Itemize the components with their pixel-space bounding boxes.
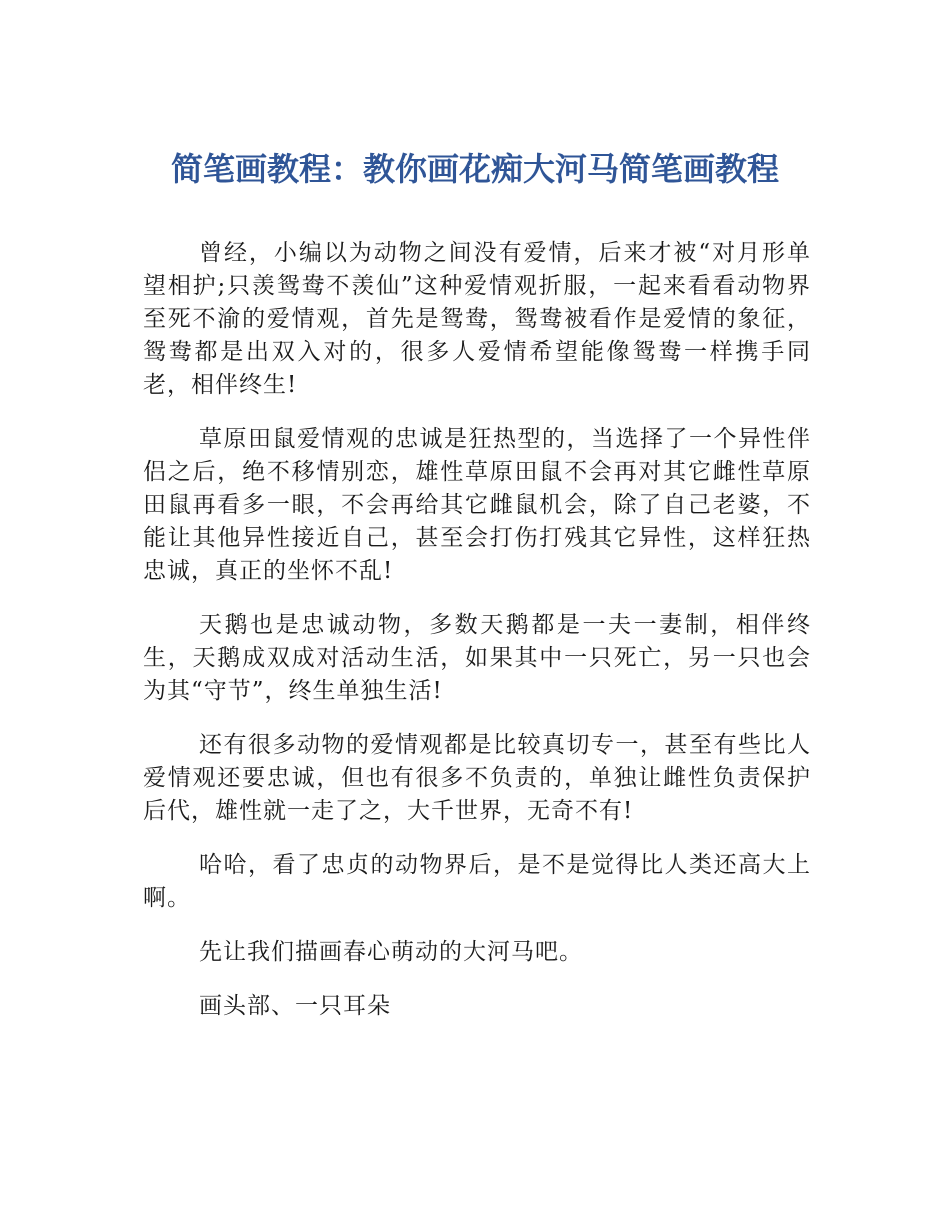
paragraph-5: 哈哈，看了忠贞的动物界后，是不是觉得比人类还高大上啊。	[143, 852, 811, 911]
document-title: 简笔画教程：教你画花痴大河马简笔画教程	[170, 150, 779, 188]
paragraph-1: 曾经，小编以为动物之间没有爱情，后来才被“对月形单望相护;只羡鸳鸯不羡仙”这种爱情观折服，一起来看看动物界至死不渝的爱情观，首先是鸳鸯，鸳鸯被看作是爱情的象征，鸳鸯都是出双入对的，很多人爱情希望能像鸳鸯一样携手同老，相伴终生!	[143, 240, 811, 398]
paragraph-6: 先让我们描画春心萌动的大河马吧。	[199, 939, 583, 965]
paragraph-4: 还有很多动物的爱情观都是比较真切专一，甚至有些比人爱情观还要忠诚，但也有很多不负责的，单独让雌性负责保护后代，雄性就一走了之，大千世界，无奇不有!	[143, 732, 811, 824]
paragraph-2: 草原田鼠爱情观的忠诚是狂热型的，当选择了一个异性伴侣之后，绝不移情别恋，雄性草原田鼠不会再对其它雌性草原田鼠再看多一眼，不会再给其它雌鼠机会，除了自己老婆，不能让其他异性接近自己，甚至会打伤打残其它异性，这样狂热忠诚，真正的坐怀不乱!	[143, 426, 811, 584]
paragraph-7: 画头部、一只耳朵	[199, 993, 391, 1019]
paragraph-3: 天鹅也是忠诚动物，多数天鹅都是一夫一妻制，相伴终生，天鹅成双成对活动生活，如果其中一只死亡，另一只也会为其“守节”，终生单独生活!	[143, 612, 811, 704]
document-body	[143, 237, 811, 1044]
